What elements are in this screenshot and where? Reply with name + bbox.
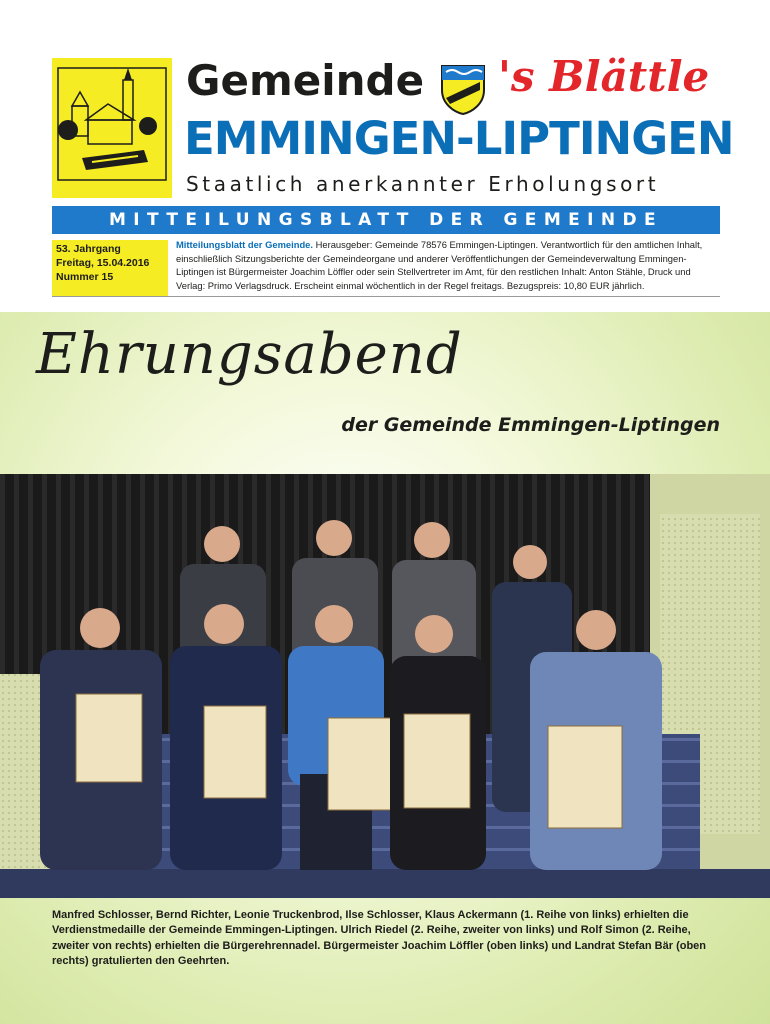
town-name: EMMINGEN-LIPTINGEN <box>184 112 734 165</box>
bulletin-banner: MITTEILUNGSBLATT DER GEMEINDE <box>52 206 720 234</box>
article-subheadline: der Gemeinde Emmingen-Liptingen <box>341 414 720 436</box>
article-headline: Ehrungsabend <box>36 322 463 387</box>
masthead <box>0 0 770 310</box>
header-divider <box>52 296 720 297</box>
photo-caption: Manfred Schlosser, Bernd Richter, Leonie Truckenbrod, Ilse Schlosser, Klaus Ackermann (1. Reihe von links) erhielten die Verdienstmedaille der Gemeinde Emmingen-Liptingen. Ulrich Riedel (2. Reihe, zweiter von links) und Rolf Simon (2. Reihe, zweiter von rechts) erhielten die Bürgerehrennadel. Bürgermeister Joachim Löffler (oben links) und Landrat Stefan Bär (oben rechts) gratulierten den Geehrten. <box>52 909 707 968</box>
masthead-title-script: 's Blättle <box>498 52 710 101</box>
masthead-title: Gemeinde <box>186 56 425 105</box>
coat-of-arms-icon <box>440 64 486 116</box>
imprint-lead: Mitteilungsblatt der Gemeinde. <box>176 239 313 250</box>
issue-info <box>52 240 168 296</box>
honorees-photo-illustration <box>0 474 770 898</box>
imprint-text: Herausgeber: Gemeinde 78576 Emmingen-Liptingen. Verantwortlich für den amtlichen Inhalt, einschließlich Sitzungsberichte der Gemeindeorgane und anderer Veröffentlichungen der Gemeindeverwaltung Emmingen-Liptingen ist Bürgermeister Joachim Löffler oder sein Stellvertreter im Amt, für den restlichen Inhalt: Anton Stähle, Druck und Verlag: Primo Verlagsdruck. Erscheint einmal wöchentlich in der Regel freitags. Bezugspreis: 10,80 EUR jährlich. <box>176 239 703 291</box>
group-photo <box>0 474 770 898</box>
issue-volume: 53. Jahrgang <box>56 243 121 255</box>
church-logo-icon <box>52 58 172 198</box>
issue-number: Nummer 15 <box>56 271 114 283</box>
issue-date: Freitag, 15.04.2016 <box>56 257 150 269</box>
village-logo <box>52 58 172 198</box>
imprint <box>176 238 722 292</box>
masthead-subtitle: Staatlich anerkannter Erholungsort <box>186 172 660 196</box>
